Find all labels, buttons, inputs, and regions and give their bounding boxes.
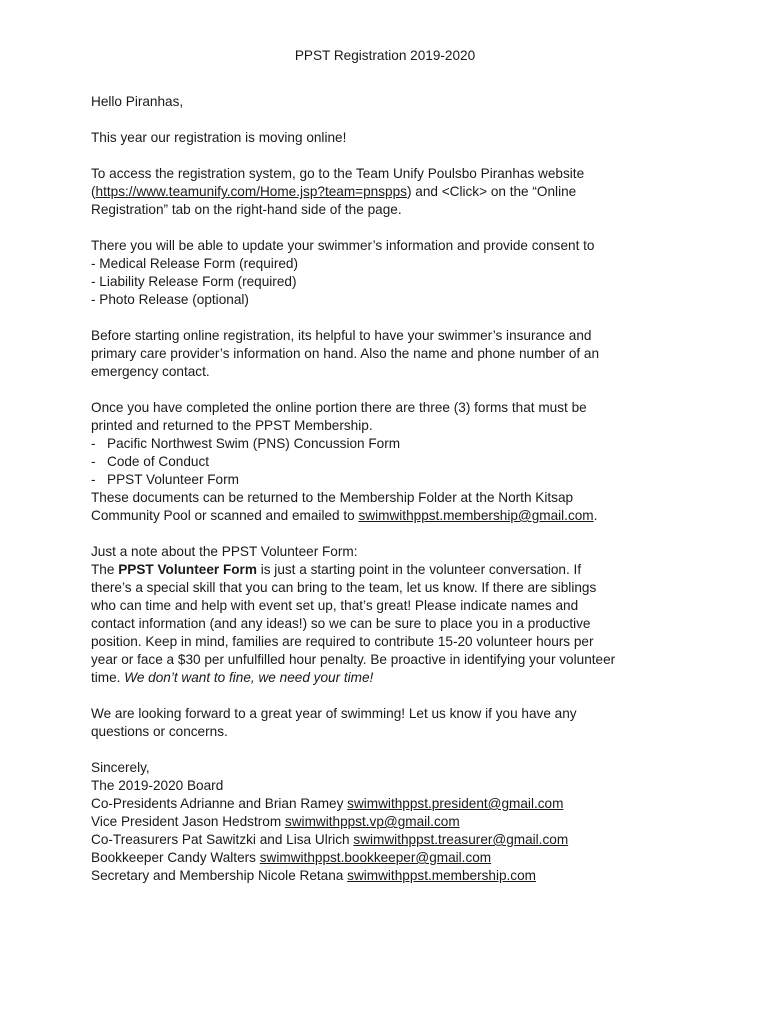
volunteer-paragraph [91, 543, 691, 687]
volunteer-line-4: contact information (and any ideas!) so we can be sure to place you in a productive [91, 616, 591, 631]
return-text: Community Pool or scanned and emailed to [91, 508, 359, 523]
closing-line-2: questions or concerns. [91, 724, 228, 739]
closing-line-1: We are looking forward to a great year of swimming! Let us know if you have any [91, 706, 577, 721]
return-line-2 [91, 507, 691, 525]
volunteer-line-1 [91, 561, 691, 579]
volunteer-line-5: position. Keep in mind, families are required to contribute 15-20 volunteer hours per [91, 634, 594, 649]
team-unify-link[interactable]: https://www.teamunify.com/Home.jsp?team=pnspps [95, 184, 407, 199]
president-email-link[interactable]: swimwithppst.president@gmail.com [347, 796, 564, 811]
intro-paragraph: This year our registration is moving online! [91, 130, 347, 145]
volunteer-line-6: year or face a $30 per unfulfilled hour penalty. Be proactive in identifying your volunteer [91, 652, 616, 667]
volunteer-line-7 [91, 669, 691, 687]
consent-item: - Photo Release (optional) [91, 292, 249, 307]
volunteer-italic: We don’t want to fine, we need your time! [124, 670, 374, 685]
form-item-label: Code of Conduct [107, 454, 210, 469]
access-paragraph [91, 165, 691, 219]
access-line-2 [91, 183, 691, 201]
before-paragraph [91, 327, 691, 381]
signoff-block [91, 759, 691, 885]
consent-paragraph [91, 237, 691, 309]
board-name: The 2019-2020 Board [91, 778, 224, 793]
contact-row [91, 849, 691, 867]
sincerely: Sincerely, [91, 760, 150, 775]
volunteer-line-2: there’s a special skill that you can bring to the team, let us know. If there are siblings [91, 580, 597, 595]
list-dash: - [91, 472, 96, 487]
forms-line-1: Once you have completed the online portion there are three (3) forms that must be [91, 400, 587, 415]
letter-body [91, 93, 691, 903]
before-line-2: primary care provider’s information on hand. Also the name and phone number of an [91, 346, 600, 361]
contact-role: Secretary and Membership Nicole Retana [91, 868, 348, 883]
greeting: Hello Piranhas, [91, 94, 184, 109]
before-line-3: emergency contact. [91, 364, 210, 379]
access-after-url: ) and <Click> on the “Online [406, 184, 577, 199]
form-item-label: Pacific Northwest Swim (PNS) Concussion Form [107, 436, 401, 451]
contact-role: Vice President Jason Hedstrom [91, 814, 285, 829]
contact-role: Bookkeeper Candy Walters [91, 850, 260, 865]
form-list-item [91, 453, 691, 471]
contact-row [91, 813, 691, 831]
volunteer-time: time. [91, 670, 125, 685]
access-line-3: Registration” tab on the right-hand side of the page. [91, 202, 402, 217]
contact-row [91, 867, 691, 885]
volunteer-heading: Just a note about the PPST Volunteer Form: [91, 544, 358, 559]
contact-row [91, 831, 691, 849]
consent-item: - Liability Release Form (required) [91, 274, 297, 289]
consent-item: - Medical Release Form (required) [91, 256, 298, 271]
forms-paragraph [91, 399, 691, 525]
document-title: PPST Registration 2019-2020 [294, 48, 476, 63]
before-line-1: Before starting online registration, its helpful to have your swimmer’s insurance and [91, 328, 592, 343]
closing-paragraph [91, 705, 691, 741]
list-dash: - [91, 436, 96, 451]
treasurer-email-link[interactable]: swimwithppst.treasurer@gmail.com [353, 832, 569, 847]
volunteer-line-3: who can time and help with event set up, that’s great! Please indicate names and [91, 598, 579, 613]
volunteer-line-1-rest: is just a starting point in the volunteer conversation. If [256, 562, 582, 577]
form-list-item [91, 471, 691, 489]
contact-row [91, 795, 691, 813]
list-dash: - [91, 454, 96, 469]
form-item-label: PPST Volunteer Form [107, 472, 239, 487]
contact-role: Co-Presidents Adrianne and Brian Ramey [91, 796, 348, 811]
paren-open: ( [91, 184, 96, 199]
access-line-1: To access the registration system, go to the Team Unify Poulsbo Piranhas website [91, 166, 585, 181]
forms-line-2: printed and returned to the PPST Membership. [91, 418, 373, 433]
contact-role: Co-Treasurers Pat Sawitzki and Lisa Ulrich [91, 832, 354, 847]
bookkeeper-email-link[interactable]: swimwithppst.bookkeeper@gmail.com [259, 850, 492, 865]
volunteer-the: The [91, 562, 119, 577]
volunteer-form-bold: PPST Volunteer Form [118, 562, 257, 577]
form-list-item [91, 435, 691, 453]
vp-email-link[interactable]: swimwithppst.vp@gmail.com [284, 814, 460, 829]
consent-lead: There you will be able to update your swimmer’s information and provide consent to [91, 238, 595, 253]
membership-email-link[interactable]: swimwithppst.membership@gmail.com [358, 508, 594, 523]
membership-email-link-2[interactable]: swimwithppst.membership.com [347, 868, 536, 883]
return-period: . [593, 508, 598, 523]
return-line-1: These documents can be returned to the Membership Folder at the North Kitsap [91, 490, 574, 505]
